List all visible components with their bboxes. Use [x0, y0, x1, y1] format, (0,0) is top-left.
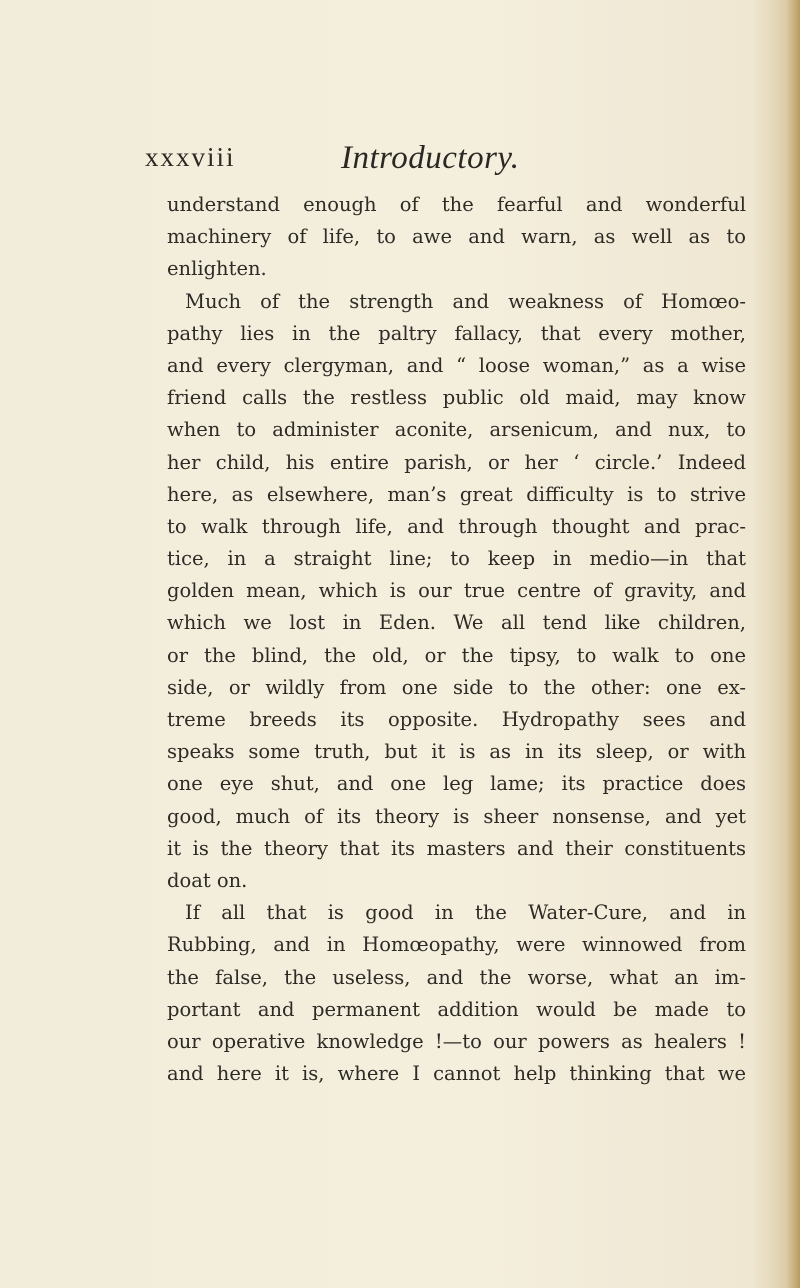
text-line: doat on. — [167, 868, 248, 892]
text-line: to walk through life, and through thought and prac- — [167, 514, 746, 538]
body-text — [167, 189, 746, 1090]
text-line: her child, his entire parish, or her ‘ circle.’ Indeed — [167, 450, 746, 474]
text-line: the false, the useless, and the worse, what an im- — [167, 965, 746, 989]
text-line: treme breeds its opposite. Hydropathy sees and — [167, 708, 746, 731]
text-line: here, as elsewhere, man’s great difficulty is to strive — [167, 482, 746, 506]
text-line: Rubbing, and in Homœopathy, were winnowed from — [167, 933, 746, 957]
text-line: machinery of life, to awe and warn, as well as to — [167, 225, 746, 249]
text-line: If all that is good in the Water-Cure, and in — [185, 901, 746, 925]
text-line: Much of the strength and weakness of Homœo- — [185, 289, 746, 313]
text-line: it is the theory that its masters and their constituents — [167, 836, 746, 860]
page-edge-shadow — [786, 0, 800, 1288]
running-header — [145, 140, 745, 180]
text-line: and every clergyman, and “ loose woman,” as a wise — [167, 353, 746, 377]
running-title: Introductory. — [341, 140, 520, 176]
text-line: pathy lies in the paltry fallacy, that every mother, — [167, 321, 746, 345]
text-line: speaks some truth, but it is as in its sleep, or with — [167, 740, 746, 764]
text-line: one eye shut, and one leg lame; its practice does — [167, 772, 746, 796]
text-line: tice, in a straight line; to keep in medio—in that — [167, 547, 746, 571]
page-number: xxxviii — [145, 142, 236, 172]
text-line: when to administer aconite, arsenicum, and nux, to — [167, 418, 746, 442]
text-line: good, much of its theory is sheer nonsense, and yet — [167, 804, 746, 828]
text-line: friend calls the restless public old maid, may know — [167, 386, 746, 410]
text-line: our operative knowledge !—to our powers as healers ! — [167, 1029, 746, 1053]
text-line: which we lost in Eden. We all tend like children, — [167, 611, 746, 635]
text-line: or the blind, the old, or the tipsy, to walk to one — [167, 643, 746, 667]
text-line: side, or wildly from one side to the other: one ex- — [167, 675, 746, 699]
text-line: enlighten. — [167, 257, 267, 281]
text-line: and here it is, where I cannot help thinking that we — [167, 1062, 746, 1086]
text-line: understand enough of the fearful and wonderful — [167, 193, 746, 216]
text-line: portant and permanent addition would be made to — [167, 997, 746, 1021]
text-line: golden mean, which is our true centre of gravity, and — [167, 579, 746, 603]
